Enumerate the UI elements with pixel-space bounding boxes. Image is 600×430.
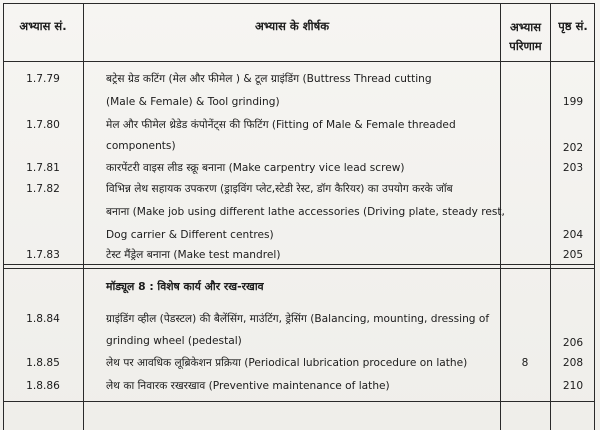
module-heading: मॉड्यूल 8 : विशेष कार्य और रख-रखाव bbox=[106, 280, 264, 293]
exercise-title-line: components) bbox=[106, 140, 176, 152]
page-number: 202 bbox=[562, 142, 584, 154]
exercise-title-line: ग्राइंडिंग व्हील (पेडस्टल) की बैलेंसिंग, माउंटिंग, ड्रेसिंग (Balancing, mounting, dressing of bbox=[106, 313, 490, 325]
section-divider bbox=[3, 264, 595, 269]
header-result-line2: परिणाम bbox=[509, 39, 542, 53]
header-divider bbox=[3, 61, 595, 62]
exercise-number: 1.8.84 bbox=[26, 313, 60, 325]
exercise-number: 1.7.81 bbox=[26, 162, 60, 174]
column-divider bbox=[83, 3, 84, 430]
exercise-title-line: मेल और फीमेल थ्रेडेड कंपोनेंट्स की फिटिंग (Fitting of Male & Female threaded bbox=[106, 119, 456, 131]
exercise-number: 1.8.85 bbox=[26, 357, 60, 369]
exercise-title-line: लेथ पर आवधिक लूब्रिकेशन प्रक्रिया (Periodical lubrication procedure on lathe) bbox=[106, 357, 468, 369]
exercise-title-line: Dog carrier & Different centres) bbox=[106, 229, 274, 241]
exercise-number: 1.7.79 bbox=[26, 73, 60, 85]
page-number: 203 bbox=[562, 162, 584, 174]
exercise-title-line: (Male & Female) & Tool grinding) bbox=[106, 96, 280, 108]
page-number: 206 bbox=[562, 337, 584, 349]
exercise-title-line: बनाना (Make job using different lathe accessories (Driving plate, steady rest, bbox=[106, 206, 505, 218]
page-number: 208 bbox=[562, 357, 584, 369]
exercise-title-line: कारपेंटरी वाइस लीड स्क्रू बनाना (Make carpentry vice lead screw) bbox=[106, 162, 405, 174]
header-title: अभ्यास के शीर्षक bbox=[254, 19, 330, 33]
exercise-title-line: टेस्ट मैंड्रेल बनाना (Make test mandrel) bbox=[106, 249, 281, 261]
header-result-line1: अभ्यास bbox=[510, 20, 541, 34]
exercise-result: 8 bbox=[521, 357, 529, 369]
exercise-number: 1.7.83 bbox=[26, 249, 60, 261]
page-number: 204 bbox=[562, 229, 584, 241]
page-number: 205 bbox=[562, 249, 584, 261]
exercise-number: 1.7.82 bbox=[26, 183, 60, 195]
page-number: 199 bbox=[562, 96, 584, 108]
exercise-title-line: grinding wheel (pedestal) bbox=[106, 335, 242, 347]
exercise-title-line: बट्रेस ग्रेड कटिंग (मेल और फीमेल ) & टूल ग्राइंडिंग (Buttress Thread cutting bbox=[106, 73, 432, 85]
exercise-title-line: लेथ का निवारक रखरखाव (Preventive maintenance of lathe) bbox=[106, 380, 390, 392]
section-divider bbox=[3, 401, 595, 402]
header-page: पृष्ठ सं. bbox=[558, 19, 588, 33]
header-number: अभ्यास सं. bbox=[19, 19, 67, 33]
exercise-number: 1.7.80 bbox=[26, 119, 60, 131]
exercise-number: 1.8.86 bbox=[26, 380, 60, 392]
exercise-title-line: विभिन्न लेथ सहायक उपकरण (ड्राइविंग प्लेट,स्टेडी रेस्ट, डॉग कैरियर) का उपयोग करके जॉब bbox=[106, 183, 453, 195]
page-number: 210 bbox=[562, 380, 584, 392]
